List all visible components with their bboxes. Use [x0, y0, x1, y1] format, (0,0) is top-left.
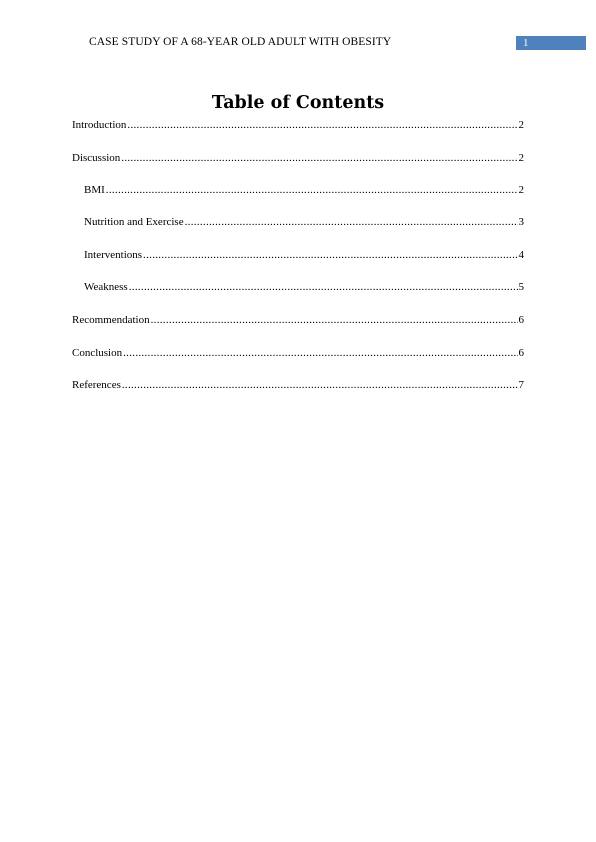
toc-entry-page: 7 [518, 379, 524, 391]
toc-dot-leader [143, 248, 517, 262]
toc-entry-label: BMI [84, 184, 105, 196]
toc-title: Table of Contents [211, 93, 385, 113]
toc-entry-label: Introduction [72, 119, 127, 131]
page-number: 1 [516, 36, 586, 50]
toc-dot-leader [122, 378, 518, 392]
toc-entry-label: Conclusion [72, 347, 123, 359]
toc-entry-introduction[interactable] [72, 118, 524, 132]
toc-entry-page: 2 [518, 152, 524, 164]
toc-entry-label: Recommendation [72, 314, 150, 326]
toc-entry-label: Nutrition and Exercise [84, 216, 184, 228]
toc-entry-discussion[interactable] [72, 151, 524, 165]
toc-entry-references[interactable] [72, 378, 524, 392]
toc-dot-leader [106, 183, 518, 197]
toc-entry-label: Weakness [84, 281, 128, 293]
toc-entry-label: Discussion [72, 152, 121, 164]
toc-entry-page: 5 [518, 281, 524, 293]
toc-entry-page: 2 [518, 119, 524, 131]
toc-dot-leader [123, 346, 517, 360]
toc-dot-leader [121, 151, 517, 165]
toc-entry-nutrition-and-exercise[interactable] [84, 215, 524, 229]
toc-dot-leader [129, 280, 518, 294]
toc-entry-page: 2 [518, 184, 524, 196]
toc-entry-page: 4 [518, 249, 524, 261]
toc-entry-interventions[interactable] [84, 248, 524, 262]
toc-dot-leader [151, 313, 518, 327]
toc-entry-conclusion[interactable] [72, 346, 524, 360]
toc-dot-leader [127, 118, 517, 132]
toc-entry-label: References [72, 379, 121, 391]
running-head: CASE STUDY OF A 68-YEAR OLD ADULT WITH OBESITY [89, 36, 392, 48]
toc-entry-bmi[interactable] [84, 183, 524, 197]
toc-entry-page: 3 [518, 216, 524, 228]
toc-entry-weakness[interactable] [84, 280, 524, 294]
toc-entry-recommendation[interactable] [72, 313, 524, 327]
toc-dot-leader [185, 215, 518, 229]
toc-entry-page: 6 [518, 347, 524, 359]
toc-entry-label: Interventions [84, 249, 143, 261]
toc-entry-page: 6 [518, 314, 524, 326]
